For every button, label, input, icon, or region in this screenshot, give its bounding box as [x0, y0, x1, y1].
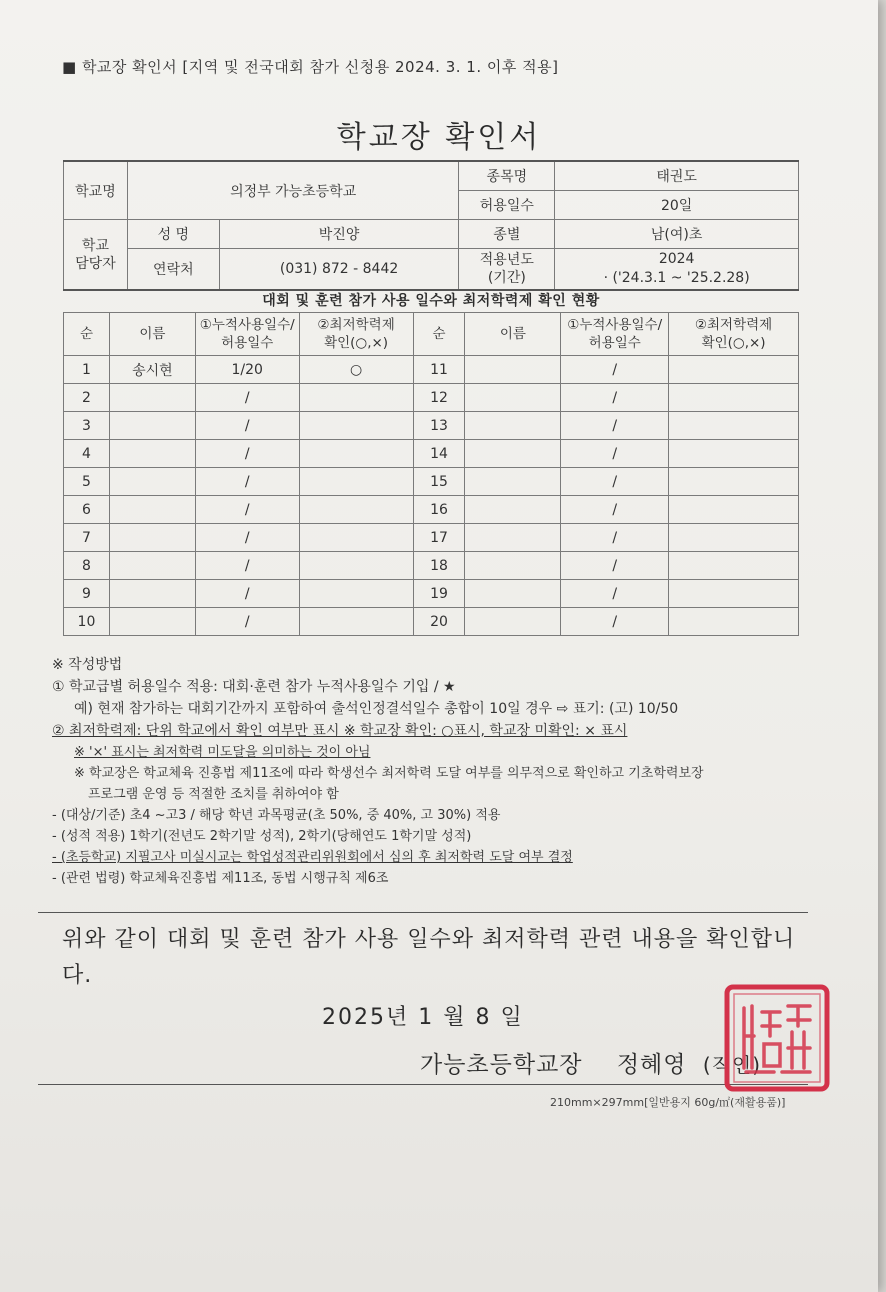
header-academic: ②최저학력제 확인(○,×) — [299, 313, 413, 356]
row-days: / — [561, 384, 669, 412]
table-row — [64, 356, 799, 384]
row-no: 4 — [64, 440, 110, 468]
row-no: 9 — [64, 580, 110, 608]
row-days: / — [195, 412, 299, 440]
row-days: / — [561, 524, 669, 552]
row-days: / — [561, 468, 669, 496]
row-name — [465, 552, 561, 580]
contact-label: 연락처 — [127, 249, 219, 291]
row-name — [109, 608, 195, 636]
table-header-row — [64, 313, 799, 356]
allowed-days-value: 20일 — [555, 191, 799, 220]
row-days: / — [195, 468, 299, 496]
row-check — [669, 356, 799, 384]
row-no: 13 — [413, 412, 465, 440]
row-days: / — [561, 608, 669, 636]
row-no: 2 — [64, 384, 110, 412]
row-check — [299, 412, 413, 440]
row-name — [109, 524, 195, 552]
year-cell — [555, 249, 799, 291]
detail-1: - (대상/기준) 초4 ~고3 / 해당 학년 과목평균(초 50%, 중 40%, 고 30%) 적용 — [52, 808, 501, 823]
header-name: 이름 — [109, 313, 195, 356]
row-check — [669, 440, 799, 468]
period-value: · ('24.3.1 ~ '25.2.28) — [603, 270, 750, 286]
row-days: / — [195, 608, 299, 636]
row-days: / — [561, 580, 669, 608]
row-no: 5 — [64, 468, 110, 496]
name-value: 박진양 — [219, 220, 459, 249]
row-days: / — [195, 384, 299, 412]
row-check — [299, 608, 413, 636]
note-1-example: 예) 현재 참가하는 대회기간까지 포함하여 출석인정결석일수 총합이 10일 경우 ⇨ 표기: (고) 10/50 — [74, 701, 679, 717]
header-days-right: ①누적사용일수/ 허용일수 — [561, 313, 669, 356]
table-row — [64, 608, 799, 636]
school-label: 학교명 — [64, 161, 128, 220]
header-days: ①누적사용일수/ 허용일수 — [195, 313, 299, 356]
allowed-days-label: 허용일수 — [459, 191, 555, 220]
divider-top — [38, 912, 808, 913]
table-row — [64, 440, 799, 468]
document-title: 학교장 확인서 — [336, 120, 542, 155]
note-2-b: ※ 학교장은 학교체육 진흥법 제11조에 따라 학생선수 최저학력 도달 여부를 의무적으로 확인하고 기초학력보장 — [74, 766, 704, 781]
row-check — [669, 468, 799, 496]
row-check — [299, 524, 413, 552]
name-label: 성 명 — [127, 220, 219, 249]
row-check — [669, 524, 799, 552]
principal-seal-mark: (직인) — [702, 1053, 762, 1077]
row-name — [109, 552, 195, 580]
row-days: / — [195, 552, 299, 580]
row-name — [465, 496, 561, 524]
official-seal-icon — [722, 982, 832, 1094]
status-table — [63, 312, 799, 636]
row-name — [109, 580, 195, 608]
table-row — [64, 496, 799, 524]
row-name — [465, 468, 561, 496]
year-value: 2024 — [658, 251, 695, 267]
row-name: 송시현 — [109, 356, 195, 384]
table-row — [64, 468, 799, 496]
row-name — [465, 608, 561, 636]
row-name — [109, 412, 195, 440]
row-no: 1 — [64, 356, 110, 384]
row-check — [299, 580, 413, 608]
detail-2: - (성적 적용) 1학기(전년도 2학기말 성적), 2학기(당해연도 1학기말 성적) — [52, 829, 472, 844]
row-check — [299, 468, 413, 496]
row-check — [669, 412, 799, 440]
row-no: 14 — [413, 440, 465, 468]
row-check — [299, 384, 413, 412]
year-label: 적용년도 (기간) — [459, 249, 555, 291]
row-no: 3 — [64, 412, 110, 440]
form-caption: ■ 학교장 확인서 [지역 및 전국대회 참가 신청용 2024. 3. 1. 이후 적용] — [62, 58, 559, 76]
row-name — [109, 496, 195, 524]
row-name — [109, 440, 195, 468]
row-no: 12 — [413, 384, 465, 412]
row-no: 17 — [413, 524, 465, 552]
row-name — [109, 384, 195, 412]
note-2-a: ※ '×' 표시는 최저학력 미도달을 의미하는 것이 아님 — [74, 745, 371, 760]
row-days: / — [561, 412, 669, 440]
row-days: / — [195, 496, 299, 524]
manager-label: 학교 담당자 — [64, 220, 128, 291]
divider-bottom — [38, 1084, 808, 1085]
row-name — [465, 580, 561, 608]
gender-value: 남(여)초 — [555, 220, 799, 249]
row-no: 8 — [64, 552, 110, 580]
table-row — [64, 580, 799, 608]
row-name — [465, 440, 561, 468]
principal-name: 정혜영 — [616, 1052, 687, 1078]
row-days: / — [561, 356, 669, 384]
status-title: 대회 및 훈련 참가 사용 일수와 최저학력제 확인 현황 — [262, 293, 600, 309]
row-check: ○ — [299, 356, 413, 384]
gender-label: 종별 — [459, 220, 555, 249]
row-no: 11 — [413, 356, 465, 384]
row-days: / — [561, 496, 669, 524]
row-no: 16 — [413, 496, 465, 524]
note-2-b-cont: 프로그램 운영 등 적절한 조치를 취하여야 함 — [88, 787, 339, 802]
header-no-right: 순 — [413, 313, 465, 356]
confirm-text: 위와 같이 대회 및 훈련 참가 사용 일수와 최저학력 관련 내용을 확인합니다. — [62, 927, 796, 988]
notes-section — [52, 654, 832, 889]
row-name — [465, 384, 561, 412]
row-days: / — [195, 440, 299, 468]
row-check — [299, 496, 413, 524]
header-academic-right: ②최저학력제 확인(○,×) — [669, 313, 799, 356]
principal-title: 가능초등학교장 — [420, 1052, 583, 1078]
detail-3: - (초등학교) 지필고사 미실시교는 학업성적관리위원회에서 심의 후 최저학력 도달 여부 결정 — [52, 850, 573, 865]
row-no: 19 — [413, 580, 465, 608]
row-name — [109, 468, 195, 496]
row-check — [299, 552, 413, 580]
detail-4: - (관련 법령) 학교체육진흥법 제11조, 동법 시행규칙 제6조 — [52, 871, 389, 886]
row-check — [669, 580, 799, 608]
row-no: 7 — [64, 524, 110, 552]
row-no: 18 — [413, 552, 465, 580]
row-no: 10 — [64, 608, 110, 636]
contact-value: (031) 872 - 8442 — [219, 249, 459, 291]
sport-value: 태권도 — [555, 161, 799, 191]
school-value: 의정부 가능초등학교 — [127, 161, 459, 220]
row-name — [465, 356, 561, 384]
row-days: / — [195, 580, 299, 608]
principal-line — [420, 1046, 761, 1079]
row-no: 20 — [413, 608, 465, 636]
note-1: ① 학교급별 허용일수 적용: 대회·훈련 참가 누적사용일수 기입 / ★ — [52, 679, 456, 695]
issue-date: 2025년 1 월 8 일 — [322, 1005, 524, 1030]
sport-label: 종목명 — [459, 161, 555, 191]
row-name — [465, 412, 561, 440]
row-no: 6 — [64, 496, 110, 524]
header-no: 순 — [64, 313, 110, 356]
row-check — [669, 496, 799, 524]
row-name — [465, 524, 561, 552]
row-check — [299, 440, 413, 468]
row-days: / — [195, 524, 299, 552]
status-table-body — [64, 356, 799, 636]
notes-heading: ※ 작성방법 — [52, 657, 123, 673]
header-name-right: 이름 — [465, 313, 561, 356]
row-check — [669, 552, 799, 580]
paper-spec: 210mm×297mm[일반용지 60g/㎡(재활용품)] — [550, 1096, 786, 1109]
row-check — [669, 608, 799, 636]
row-days: / — [561, 440, 669, 468]
row-days: / — [561, 552, 669, 580]
table-row — [64, 524, 799, 552]
table-row — [64, 384, 799, 412]
table-row — [64, 412, 799, 440]
row-check — [669, 384, 799, 412]
info-table — [63, 160, 799, 291]
note-2: ② 최저학력제: 단위 학교에서 확인 여부만 표시 ※ 학교장 확인: ○표시, 학교장 미확인: × 표시 — [52, 723, 628, 739]
table-row — [64, 552, 799, 580]
row-no: 15 — [413, 468, 465, 496]
row-days: 1/20 — [195, 356, 299, 384]
